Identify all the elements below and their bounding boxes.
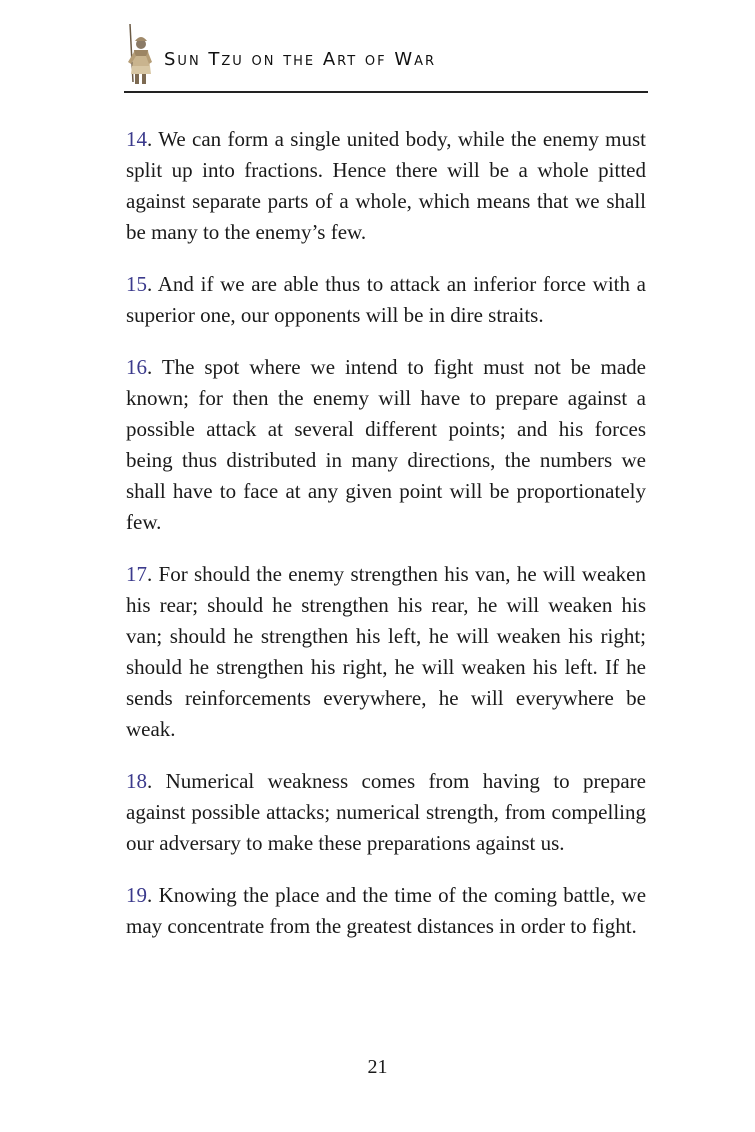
paragraph-number: 18 xyxy=(126,769,147,793)
paragraph-14: 14. We can form a single united body, while the enemy must split up into fractions. Hence there will be a whole pitted against separate parts of a whole, which means that we shall be many to the enemy’s few. xyxy=(126,127,646,244)
main-text xyxy=(126,124,646,963)
header-divider xyxy=(124,91,648,93)
paragraph-18: 18. Numerical weakness comes from having to prepare against possible attacks; numerical strength, from compelling our adversary to make these preparations against us. xyxy=(126,769,646,855)
paragraph-text: We can form a single united body, while the enemy must split up into fractions. Hence there will be a whole pitted against separate parts of a whole, which means that we shall be many to the enemy’s few. xyxy=(126,127,646,244)
book-title: Sun Tzu on the Art of War xyxy=(164,49,437,70)
paragraph-number: 15 xyxy=(126,272,147,296)
paragraph-number: 14 xyxy=(126,127,147,151)
paragraph-17: 17. For should the enemy strengthen his van, he will weaken his rear; should he strengthen his rear, he will weaken his van; should he strengthen his left, he will weaken his right; should he strengthen his right, he will weaken his left. If he sends reinforcements everywhere, he will everywhere be weak. xyxy=(126,562,647,741)
paragraph-text: The spot where we intend to fight must not be made known; for then the enemy will have to prepare against a possible attack at several different points; and his forces being thus distributed in many directions, the numbers we shall have to face at any given point will be proportionately few. xyxy=(126,355,647,534)
running-header xyxy=(124,22,648,94)
warrior-figure-icon xyxy=(124,22,154,88)
paragraph-number: 19 xyxy=(126,883,147,907)
paragraph-text: For should the enemy strengthen his van, he will weaken his rear; should he strengthen his rear, he will weaken his van; should he strengthen his left, he will weaken his right; should he strengthen his right, he will weaken his left. If he sends reinforcements everywhere, he will everywhere be weak. xyxy=(126,562,647,741)
paragraph-19: 19. Knowing the place and the time of the coming battle, we may concentrate from the greatest distances in order to fight. xyxy=(126,883,647,938)
paragraph-text: Knowing the place and the time of the coming battle, we may concentrate from the greatest distances in order to fight. xyxy=(126,883,647,938)
paragraph-text: And if we are able thus to attack an inferior force with a superior one, our opponents will be in dire straits. xyxy=(126,272,646,327)
paragraph-number: 17 xyxy=(126,562,147,586)
paragraph-15: 15. And if we are able thus to attack an inferior force with a superior one, our opponents will be in dire straits. xyxy=(126,272,646,327)
paragraph-text: Numerical weakness comes from having to prepare against possible attacks; numerical strength, from compelling our adversary to make these preparations against us. xyxy=(126,769,646,855)
paragraph-16: 16. The spot where we intend to fight must not be made known; for then the enemy will have to prepare against a possible attack at several different points; and his forces being thus distributed in many directions, the numbers we shall have to face at any given point will be proportionately few. xyxy=(126,355,647,534)
page-number: 21 xyxy=(367,1056,388,1078)
paragraph-number: 16 xyxy=(126,355,147,379)
